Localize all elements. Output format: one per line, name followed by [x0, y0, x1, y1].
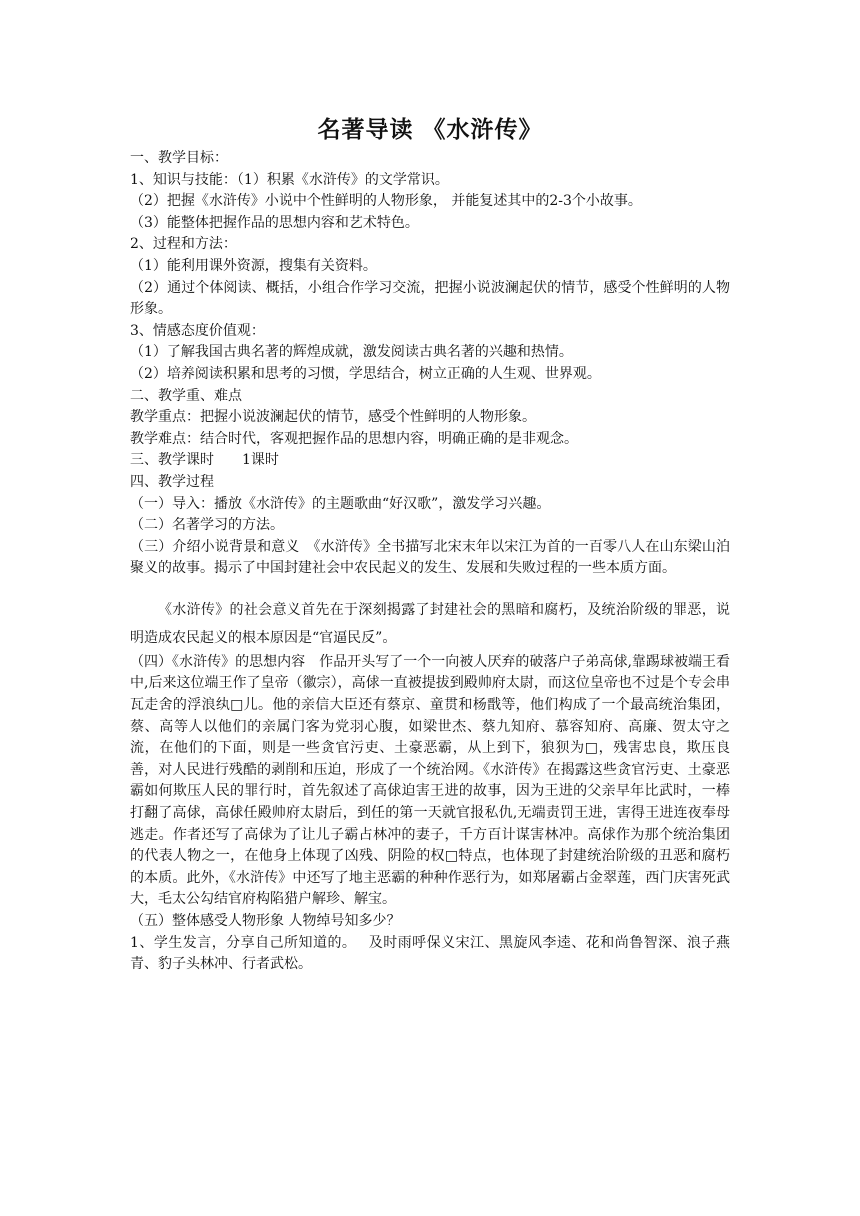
section-heading-class-hours: 三、教学课时 1课时: [130, 452, 279, 469]
social-significance-paragraph: 《水浒传》的社会意义首先在于深刻揭露了封建社会的黑暗和腐朽，及统治阶级的罪恶，说明造成农民起义的根本原因是“官逼民反”。: [130, 601, 730, 646]
goal-process-item-2: （2）通过个体阅读、概括，小组合作学习交流，把握小说波澜起伏的情节，感受个性鲜明的人物形象。: [130, 279, 730, 318]
document-title: 名著导读 《水浒传》: [317, 117, 543, 143]
goal-knowledge-item-2: （2）把握《水浒传》小说中个性鲜明的人物形象， 并能复述其中的2-3个小故事。: [130, 193, 642, 210]
process-step-3: （三）介绍小说背景和意义 《水浒传》全书描写北宋末年以宋江为首的一百零八人在山东梁山泊聚义的故事。揭示了中国封建社会中农民起义的发生、发展和失败过程的一些本质方面。: [130, 538, 730, 577]
document-body: [130, 148, 730, 976]
difficult-point-line: 教学难点：结合时代，客观把握作品的思想内容，明确正确的是非观念。: [130, 430, 578, 447]
section-heading-key-points: 二、教学重、难点: [130, 387, 242, 404]
process-step-5: （五）整体感受人物形象 人物绰号知多少？: [130, 913, 401, 929]
goal-values-item-1: （1）了解我国古典名著的辉煌成就，激发阅读古典名著的兴趣和热情。: [130, 344, 573, 361]
goal-knowledge-line: 1、知识与技能：（1）积累《水浒传》的文学常识。: [130, 171, 449, 188]
document-page: [130, 114, 730, 976]
process-step-2: （二）名著学习的方法。: [130, 517, 284, 534]
student-sharing-line: 1、学生发言，分享自己所知道的。 及时雨呼保义宋江、黑旋风李逵、花和尚鲁智深、浪子燕青、豹子头林冲、行者武松。: [130, 934, 730, 973]
goal-process-item-1: （1）能利用课外资源，搜集有关资料。: [130, 257, 377, 274]
section-heading-process: 四、教学过程: [130, 473, 214, 490]
process-step-4-paragraph: （四）《水浒传》的思想内容 作品开头写了一个一向被人厌弃的破落户子弟高俅,靠踢球被端王看中,后来这位端王作了皇帝（徽宗），高俅一直被提拔到殿帅府太尉，而这位皇帝也不过是个专会串瓦走舍的浮浪纨□儿。他的亲信大臣还有蔡京、童贯和杨戬等，他们构成了一个最高统治集团，蔡、高等人以他们的亲属门客为党羽心腹，如梁世杰、蔡九知府、慕容知府、高廉、贺太守之流，在他们的下面，则是一些贪官污吏、土豪恶霸，从上到下，狼狈为□，残害忠良，欺压良善，对人民进行残酷的剥削和压迫，形成了一个统治网。《水浒传》在揭露这些贪官污吏、土豪恶霸如何欺压人民的罪行时，首先叙述了高俅迫害王进的故事，因为王进的父亲早年比武时，一棒打翻了高俅，高俅任殿帅府太尉后，到任的第一天就官报私仇,无端责罚王进，害得王进连夜奉母逃走。作者还写了高俅为了让儿子霸占林冲的妻子，千方百计谋害林冲。高俅作为那个统治集团的代表人物之一，在他身上体现了凶残、阴险的权□特点，也体现了封建统治阶级的丑恶和腐朽的本质。此外，《水浒传》中还写了地主恶霸的种种作恶行为，如郑屠霸占金翠莲，西门庆害死武大，毛太公勾结官府构陷猎户解珍、解宝。: [130, 653, 730, 908]
goal-knowledge-item-3: （3）能整体把握作品的思想内容和艺术特色。: [130, 214, 419, 231]
process-step-1: （一）导入：播放《水浒传》的主题歌曲“好汉歌”，激发学习兴趣。: [130, 495, 551, 512]
goal-values-heading: 3、情感态度价值观：: [130, 322, 265, 339]
goal-values-item-2: （2）培养阅读积累和思考的习惯，学思结合，树立正确的人生观、世界观。: [130, 365, 601, 382]
paragraph-gap: [130, 580, 730, 596]
key-point-line: 教学重点：把握小说波澜起伏的情节，感受个性鲜明的人物形象。: [130, 409, 536, 426]
section-heading-goals: 一、教学目标：: [130, 150, 228, 166]
goal-process-heading: 2、过程和方法：: [130, 236, 237, 253]
